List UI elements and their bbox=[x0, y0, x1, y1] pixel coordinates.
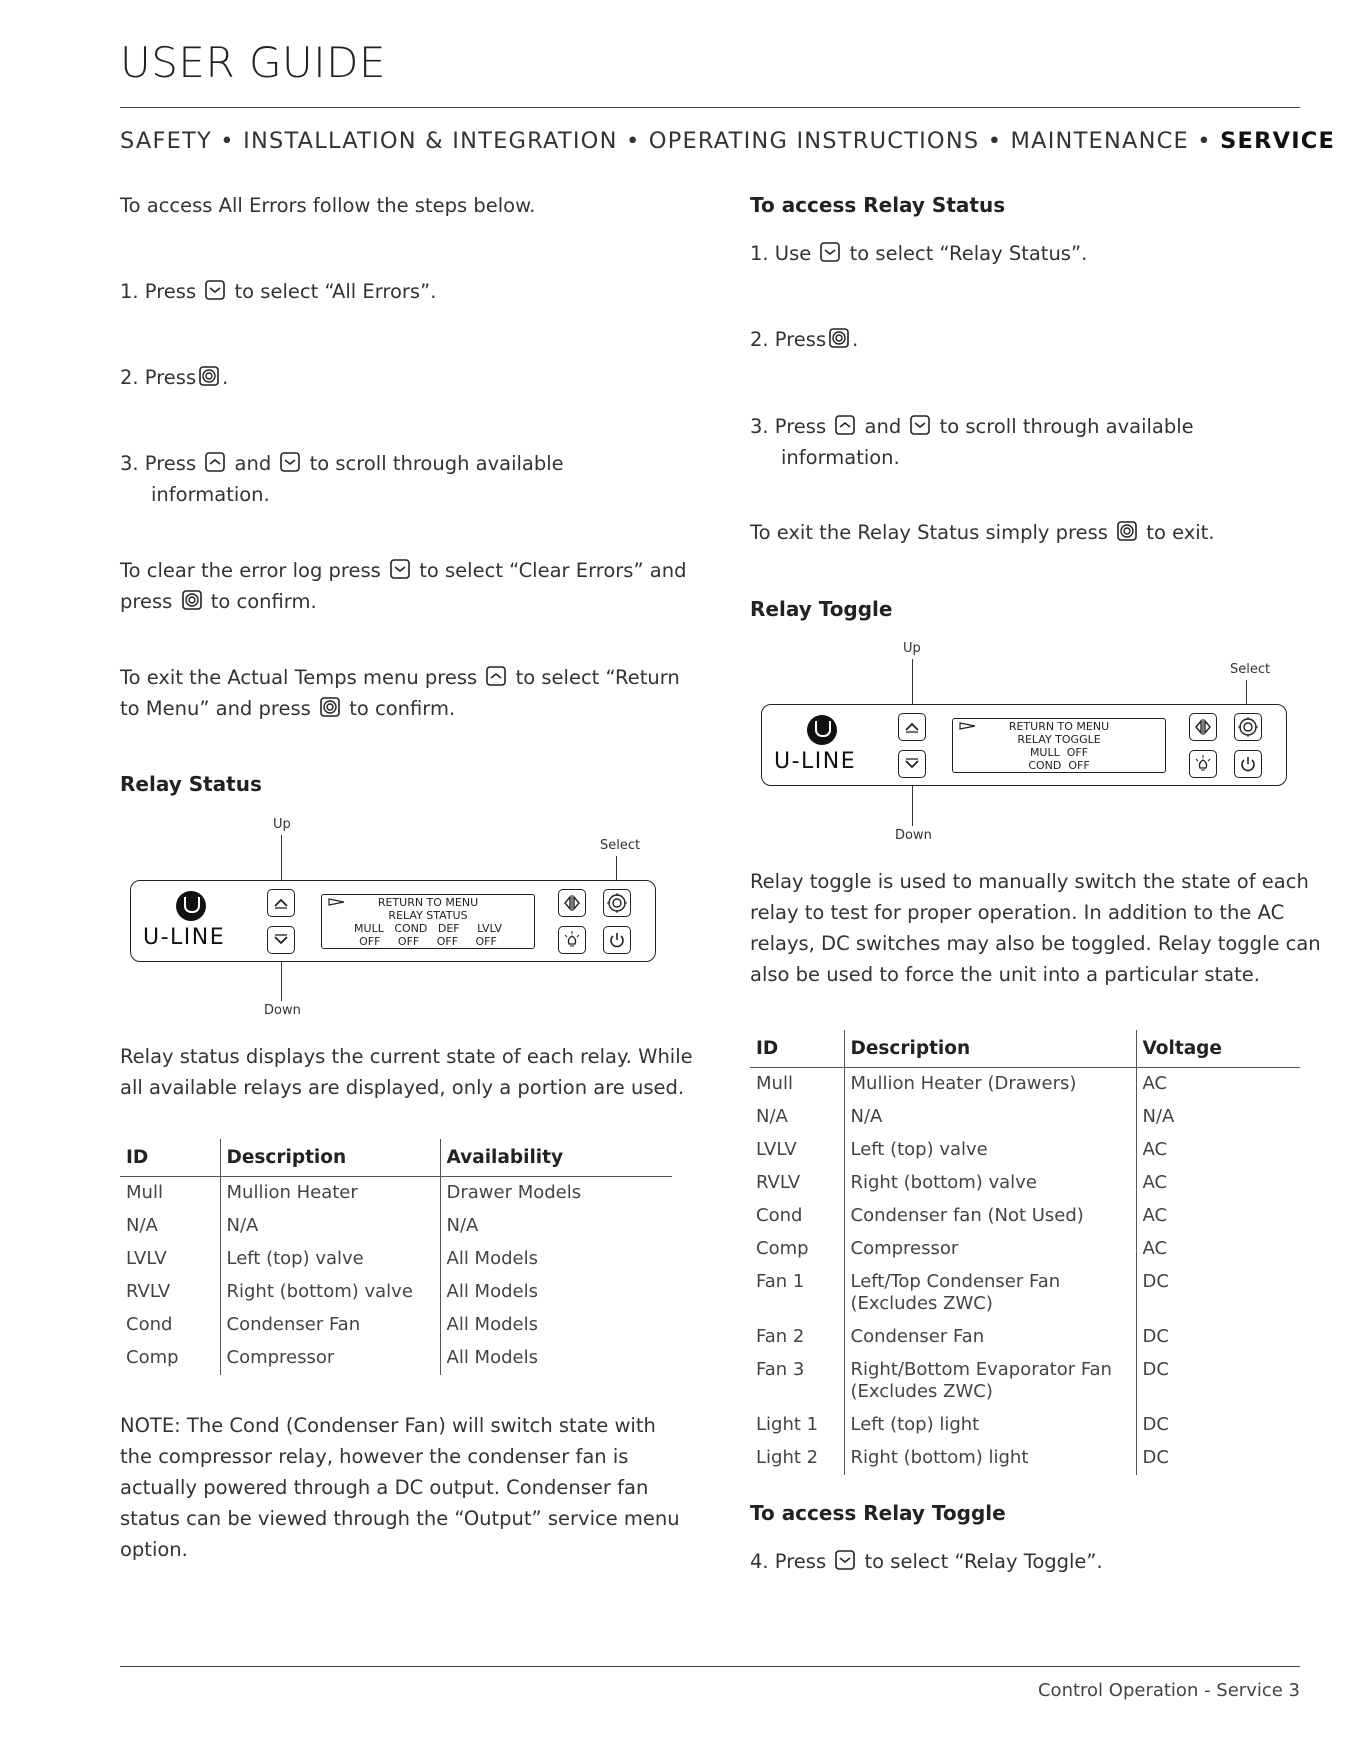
table-cell: AC bbox=[1136, 1233, 1300, 1266]
cursor-arrow-icon bbox=[959, 721, 977, 734]
step-text: 3. Press bbox=[120, 452, 197, 475]
lcd-line: MULL COND DEF LVLV bbox=[354, 922, 502, 935]
table-cell: All Models bbox=[440, 1342, 672, 1375]
table-header-row bbox=[120, 1139, 672, 1177]
column-header: Availability bbox=[440, 1139, 672, 1177]
select-button-icon bbox=[182, 590, 202, 610]
table-row bbox=[750, 1068, 1300, 1102]
footer-divider bbox=[120, 1666, 1300, 1667]
callout-down: Down bbox=[895, 828, 932, 843]
nav-sections: SAFETY • INSTALLATION & INTEGRATION • OPERATING INSTRUCTIONS • MAINTENANCE • bbox=[120, 128, 1221, 154]
all-errors-step-1 bbox=[120, 276, 436, 307]
column-header: Voltage bbox=[1136, 1030, 1300, 1068]
table-cell: DC bbox=[1136, 1321, 1300, 1354]
brand-logo: U-LINE bbox=[143, 925, 226, 950]
lcd-display bbox=[321, 894, 535, 949]
access-relay-status-heading: To access Relay Status bbox=[750, 193, 1006, 217]
uline-logo-icon bbox=[176, 891, 206, 921]
step-text: and bbox=[234, 452, 272, 475]
exit-actual-temps-instruction bbox=[120, 662, 680, 724]
header-divider bbox=[120, 107, 1300, 108]
table-row bbox=[750, 1233, 1300, 1266]
table-row bbox=[750, 1354, 1300, 1409]
panel-down-button bbox=[267, 926, 295, 954]
table-cell: Fan 1 bbox=[756, 1271, 805, 1292]
table-header-row bbox=[750, 1030, 1300, 1068]
down-button-icon bbox=[820, 242, 840, 262]
down-button-icon bbox=[280, 452, 300, 472]
paragraph-line: status can be viewed through the “Output” service menu bbox=[120, 1507, 680, 1530]
paragraph-line: the compressor relay, however the condenser fan is bbox=[120, 1445, 629, 1468]
panel-power-button bbox=[603, 926, 631, 954]
table-row bbox=[750, 1442, 1300, 1475]
panel-select-button bbox=[603, 889, 631, 917]
instruction-text: to exit. bbox=[1146, 521, 1215, 544]
access-relay-toggle-heading: To access Relay Toggle bbox=[750, 1501, 1006, 1525]
down-button-icon bbox=[390, 559, 410, 579]
relay-toggle-description bbox=[750, 866, 1321, 990]
exit-relay-status-instruction bbox=[750, 517, 1215, 548]
table-cell: Cond bbox=[756, 1205, 803, 1226]
step-text: . bbox=[852, 328, 859, 351]
column-header: ID bbox=[120, 1139, 220, 1177]
step-text: 2. Press bbox=[750, 328, 827, 351]
table-cell: RVLV bbox=[126, 1281, 171, 1302]
lcd-line: RETURN TO MENU bbox=[1008, 720, 1110, 733]
table-cell: Left (top) valve bbox=[220, 1243, 440, 1276]
panel-zone-button bbox=[558, 889, 586, 917]
brand-logo: U-LINE bbox=[774, 749, 857, 774]
step-text: 4. Press bbox=[750, 1550, 827, 1573]
column-header: Description bbox=[844, 1030, 1136, 1068]
relay-toggle-heading: Relay Toggle bbox=[750, 597, 893, 621]
lcd-line: RELAY TOGGLE bbox=[1017, 733, 1101, 746]
page-footer: Control Operation - Service 3 bbox=[1037, 1680, 1300, 1701]
step-text: to select “Relay Status”. bbox=[849, 242, 1088, 265]
table-row bbox=[750, 1134, 1300, 1167]
paragraph-line: actually powered through a DC output. Condenser fan bbox=[120, 1476, 649, 1499]
table-cell: DC bbox=[1136, 1354, 1300, 1409]
table-cell: Condenser Fan bbox=[220, 1309, 440, 1342]
table-cell: DC bbox=[1136, 1442, 1300, 1475]
step-text: to select “All Errors”. bbox=[234, 280, 437, 303]
table-cell: Drawer Models bbox=[440, 1177, 672, 1211]
table-cell: Left (top) valve bbox=[844, 1134, 1136, 1167]
lcd-display bbox=[952, 718, 1166, 773]
all-errors-step-2 bbox=[120, 362, 228, 393]
step-text: 1. Use bbox=[750, 242, 812, 265]
step-text: 3. Press bbox=[750, 415, 827, 438]
cursor-arrow-icon bbox=[328, 897, 346, 910]
callout-line bbox=[912, 780, 913, 826]
relay-status-step-1 bbox=[750, 238, 1087, 269]
relay-status-heading: Relay Status bbox=[120, 772, 262, 796]
lcd-line: RELAY STATUS bbox=[388, 909, 468, 922]
instruction-text: To exit the Relay Status simply press bbox=[750, 521, 1108, 544]
step-continuation: information. bbox=[151, 483, 270, 506]
relay-status-table bbox=[120, 1139, 672, 1375]
select-button-icon bbox=[829, 328, 849, 348]
table-cell: AC bbox=[1136, 1200, 1300, 1233]
table-cell: Comp bbox=[126, 1347, 179, 1368]
paragraph-line: NOTE: The Cond (Condenser Fan) will switch state with bbox=[120, 1414, 656, 1437]
table-cell: LVLV bbox=[756, 1139, 797, 1160]
lcd-line: COND OFF bbox=[1028, 759, 1090, 772]
table-cell: RVLV bbox=[756, 1172, 801, 1193]
paragraph-line: relay to test for proper operation. In addition to the AC bbox=[750, 901, 1285, 924]
table-cell: Mull bbox=[126, 1182, 163, 1203]
callout-line bbox=[912, 659, 913, 709]
table-row bbox=[120, 1210, 672, 1243]
paragraph-line: Relay toggle is used to manually switch the state of each bbox=[750, 870, 1309, 893]
relay-status-description bbox=[120, 1041, 693, 1103]
panel-down-button bbox=[898, 750, 926, 778]
up-button-icon bbox=[835, 415, 855, 435]
table-cell: Left (top) light bbox=[844, 1409, 1136, 1442]
table-cell: LVLV bbox=[126, 1248, 167, 1269]
condenser-note bbox=[120, 1410, 680, 1565]
panel-zone-button bbox=[1189, 713, 1217, 741]
callout-select: Select bbox=[600, 838, 641, 853]
callout-select: Select bbox=[1230, 662, 1271, 677]
table-cell: AC bbox=[1136, 1068, 1300, 1102]
lcd-line: MULL OFF bbox=[1029, 746, 1089, 759]
all-errors-step-3 bbox=[120, 448, 564, 510]
table-cell: All Models bbox=[440, 1309, 672, 1342]
panel-up-button bbox=[267, 889, 295, 917]
table-cell: Right/Bottom Evaporator Fan (Excludes ZWC) bbox=[844, 1354, 1136, 1409]
panel-light-button bbox=[558, 926, 586, 954]
table-cell: N/A bbox=[126, 1215, 158, 1236]
table-cell: Comp bbox=[756, 1238, 809, 1259]
instruction-text: to confirm. bbox=[210, 590, 317, 613]
panel-light-button bbox=[1189, 750, 1217, 778]
step-text: . bbox=[222, 366, 229, 389]
panel-select-button bbox=[1234, 713, 1262, 741]
down-button-icon bbox=[910, 415, 930, 435]
table-row bbox=[750, 1101, 1300, 1134]
table-row bbox=[120, 1276, 672, 1309]
table-cell: All Models bbox=[440, 1276, 672, 1309]
table-cell: AC bbox=[1136, 1134, 1300, 1167]
all-errors-intro: To access All Errors follow the steps below. bbox=[120, 194, 536, 217]
table-cell: Mull bbox=[756, 1073, 793, 1094]
table-cell: All Models bbox=[440, 1243, 672, 1276]
relay-toggle-step-4 bbox=[750, 1546, 1103, 1577]
down-button-icon bbox=[205, 280, 225, 300]
table-cell: N/A bbox=[756, 1106, 788, 1127]
down-button-icon bbox=[835, 1550, 855, 1570]
relay-toggle-table bbox=[750, 1030, 1300, 1475]
table-cell: Fan 3 bbox=[756, 1359, 805, 1380]
instruction-text: To clear the error log press bbox=[120, 559, 381, 582]
table-row bbox=[120, 1342, 672, 1375]
table-cell: Mullion Heater bbox=[220, 1177, 440, 1211]
select-button-icon bbox=[199, 366, 219, 386]
relay-status-step-3 bbox=[750, 411, 1194, 473]
table-cell: Right (bottom) valve bbox=[844, 1167, 1136, 1200]
instruction-text: to select “Clear Errors” and bbox=[419, 559, 687, 582]
step-text: to select “Relay Toggle”. bbox=[864, 1550, 1103, 1573]
table-row bbox=[120, 1243, 672, 1276]
instruction-text: to Menu” and press bbox=[120, 697, 311, 720]
section-nav bbox=[120, 128, 1335, 154]
table-row bbox=[750, 1266, 1300, 1321]
table-cell: Condenser fan (Not Used) bbox=[844, 1200, 1136, 1233]
lcd-line: RETURN TO MENU bbox=[377, 896, 479, 909]
table-cell: AC bbox=[1136, 1167, 1300, 1200]
paragraph-line: option. bbox=[120, 1538, 188, 1561]
table-cell: Light 1 bbox=[756, 1414, 819, 1435]
table-row bbox=[750, 1200, 1300, 1233]
nav-current-section: SERVICE bbox=[1220, 128, 1336, 154]
table-row bbox=[750, 1321, 1300, 1354]
table-row bbox=[120, 1177, 672, 1211]
table-cell: N/A bbox=[440, 1210, 672, 1243]
up-button-icon bbox=[205, 452, 225, 472]
panel-up-button bbox=[898, 713, 926, 741]
instruction-text: to select “Return bbox=[515, 666, 680, 689]
table-row bbox=[120, 1309, 672, 1342]
clear-errors-instruction bbox=[120, 555, 686, 617]
table-cell: Mullion Heater (Drawers) bbox=[844, 1068, 1136, 1102]
table-row bbox=[750, 1409, 1300, 1442]
table-cell: Condenser Fan bbox=[844, 1321, 1136, 1354]
table-cell: N/A bbox=[844, 1101, 1136, 1134]
table-cell: Right (bottom) valve bbox=[220, 1276, 440, 1309]
panel-power-button bbox=[1234, 750, 1262, 778]
paragraph-line: relays, DC switches may also be toggled. Relay toggle can bbox=[750, 932, 1321, 955]
relay-status-step-2 bbox=[750, 324, 858, 355]
select-button-icon bbox=[320, 697, 340, 717]
callout-up: Up bbox=[903, 641, 921, 656]
column-header: Description bbox=[220, 1139, 440, 1177]
uline-logo-icon bbox=[807, 715, 837, 745]
table-cell: Left/Top Condenser Fan (Excludes ZWC) bbox=[844, 1266, 1136, 1321]
step-continuation: information. bbox=[781, 446, 900, 469]
step-text: and bbox=[864, 415, 902, 438]
callout-down: Down bbox=[264, 1003, 301, 1018]
table-cell: Right (bottom) light bbox=[844, 1442, 1136, 1475]
page-title: USER GUIDE bbox=[120, 38, 387, 87]
step-text: to scroll through available bbox=[939, 415, 1194, 438]
table-row bbox=[750, 1167, 1300, 1200]
table-cell: Compressor bbox=[844, 1233, 1136, 1266]
step-text: 1. Press bbox=[120, 280, 197, 303]
table-cell: Light 2 bbox=[756, 1447, 819, 1468]
table-cell: DC bbox=[1136, 1266, 1300, 1321]
callout-line bbox=[281, 835, 282, 885]
up-button-icon bbox=[486, 666, 506, 686]
paragraph-line: also be used to force the unit into a particular state. bbox=[750, 963, 1260, 986]
step-text: to scroll through available bbox=[309, 452, 564, 475]
instruction-text: To exit the Actual Temps menu press bbox=[120, 666, 478, 689]
table-cell: N/A bbox=[1136, 1101, 1300, 1134]
table-cell: N/A bbox=[220, 1210, 440, 1243]
step-text: 2. Press bbox=[120, 366, 197, 389]
instruction-text: press bbox=[120, 590, 173, 613]
table-cell: Cond bbox=[126, 1314, 173, 1335]
table-cell: Fan 2 bbox=[756, 1326, 805, 1347]
lcd-line: OFF OFF OFF OFF bbox=[359, 935, 497, 948]
select-button-icon bbox=[1117, 521, 1137, 541]
callout-up: Up bbox=[273, 817, 291, 832]
paragraph-line: all available relays are displayed, only a portion are used. bbox=[120, 1076, 685, 1099]
column-header: ID bbox=[750, 1030, 844, 1068]
table-cell: Compressor bbox=[220, 1342, 440, 1375]
instruction-text: to confirm. bbox=[349, 697, 456, 720]
table-cell: DC bbox=[1136, 1409, 1300, 1442]
paragraph-line: Relay status displays the current state of each relay. While bbox=[120, 1045, 693, 1068]
